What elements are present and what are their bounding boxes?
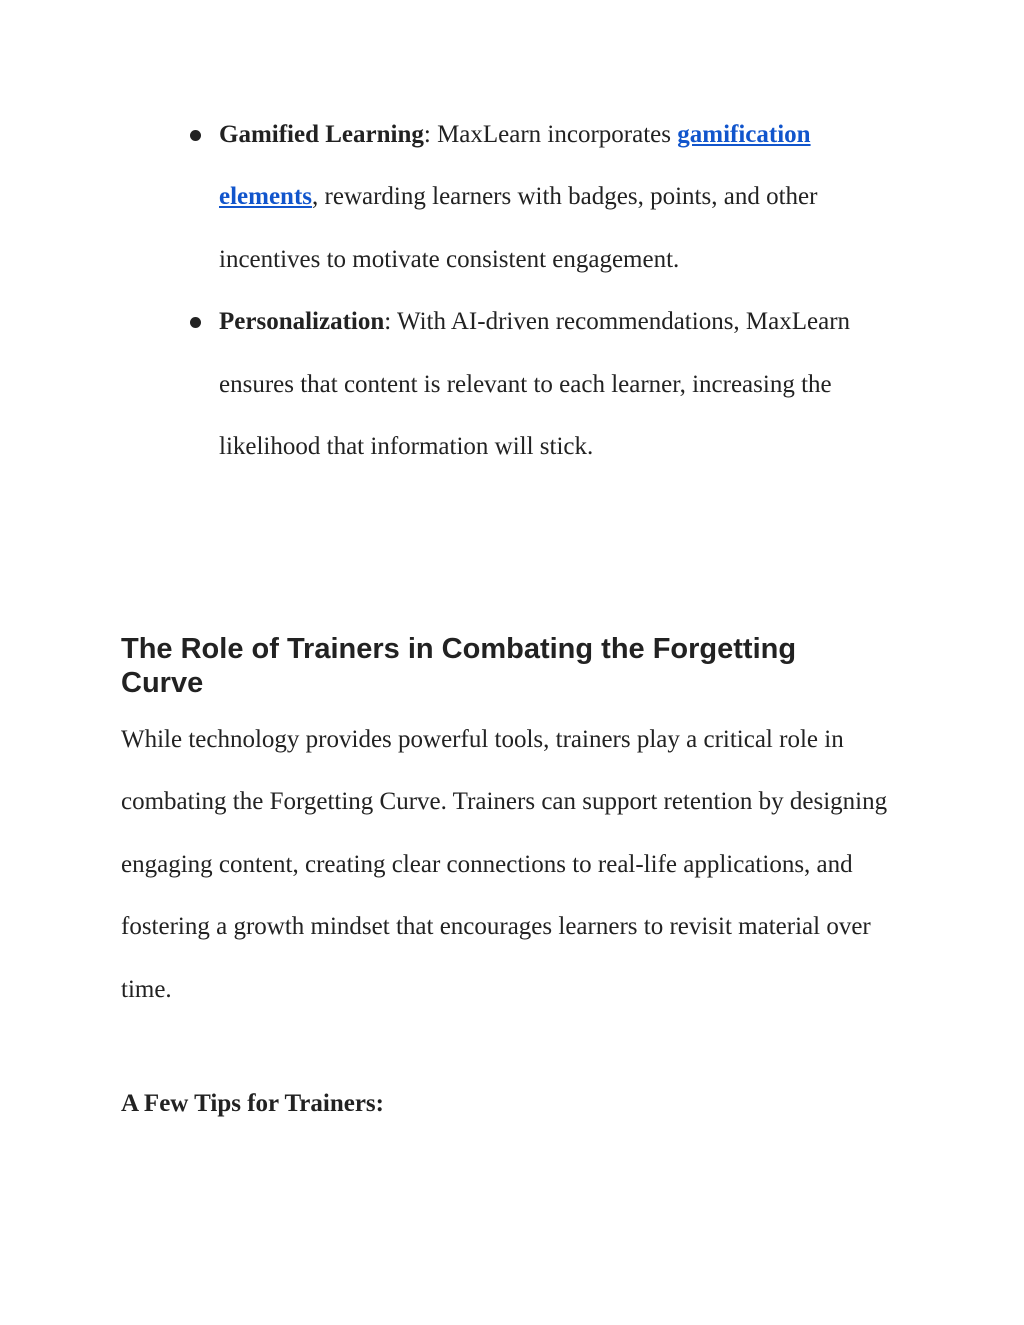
gamification-elements-link[interactable]: gamification elements: [219, 121, 811, 211]
section-paragraph: While technology provides powerful tools, trainers play a critical role in combating the Forgetting Curve. Trainers can support retention by designing engaging content, creating clear connections to real-life applications, and fostering a growth mindset that encourages learners to revisit material over time.: [121, 726, 888, 1003]
list-item-gamified-learning: [190, 104, 910, 291]
section-heading: The Role of Trainers in Combating the Forgetting Curve: [121, 633, 797, 699]
bullet-term: Personalization: [219, 308, 385, 336]
feature-bullet-list: [190, 104, 910, 478]
bullet-term: Gamified Learning: [219, 121, 424, 148]
bullet-separator: :: [423, 121, 438, 148]
bullet-text: With AI-driven recommendations, MaxLearn ensures that content is relevant to each learner, increasing the likelihood that information will stick.: [219, 308, 851, 461]
bullet-icon: [190, 130, 201, 141]
list-item-personalization: [190, 291, 910, 478]
bullet-text: MaxLearn incorporates: [437, 121, 678, 148]
bullet-text: , rewarding learners with badges, points, and other incentives to motivate consistent engagement.: [219, 183, 818, 273]
bullet-icon: [190, 317, 201, 328]
tips-subheading: A Few Tips for Trainers:: [121, 1090, 384, 1117]
bullet-separator: :: [384, 308, 398, 336]
